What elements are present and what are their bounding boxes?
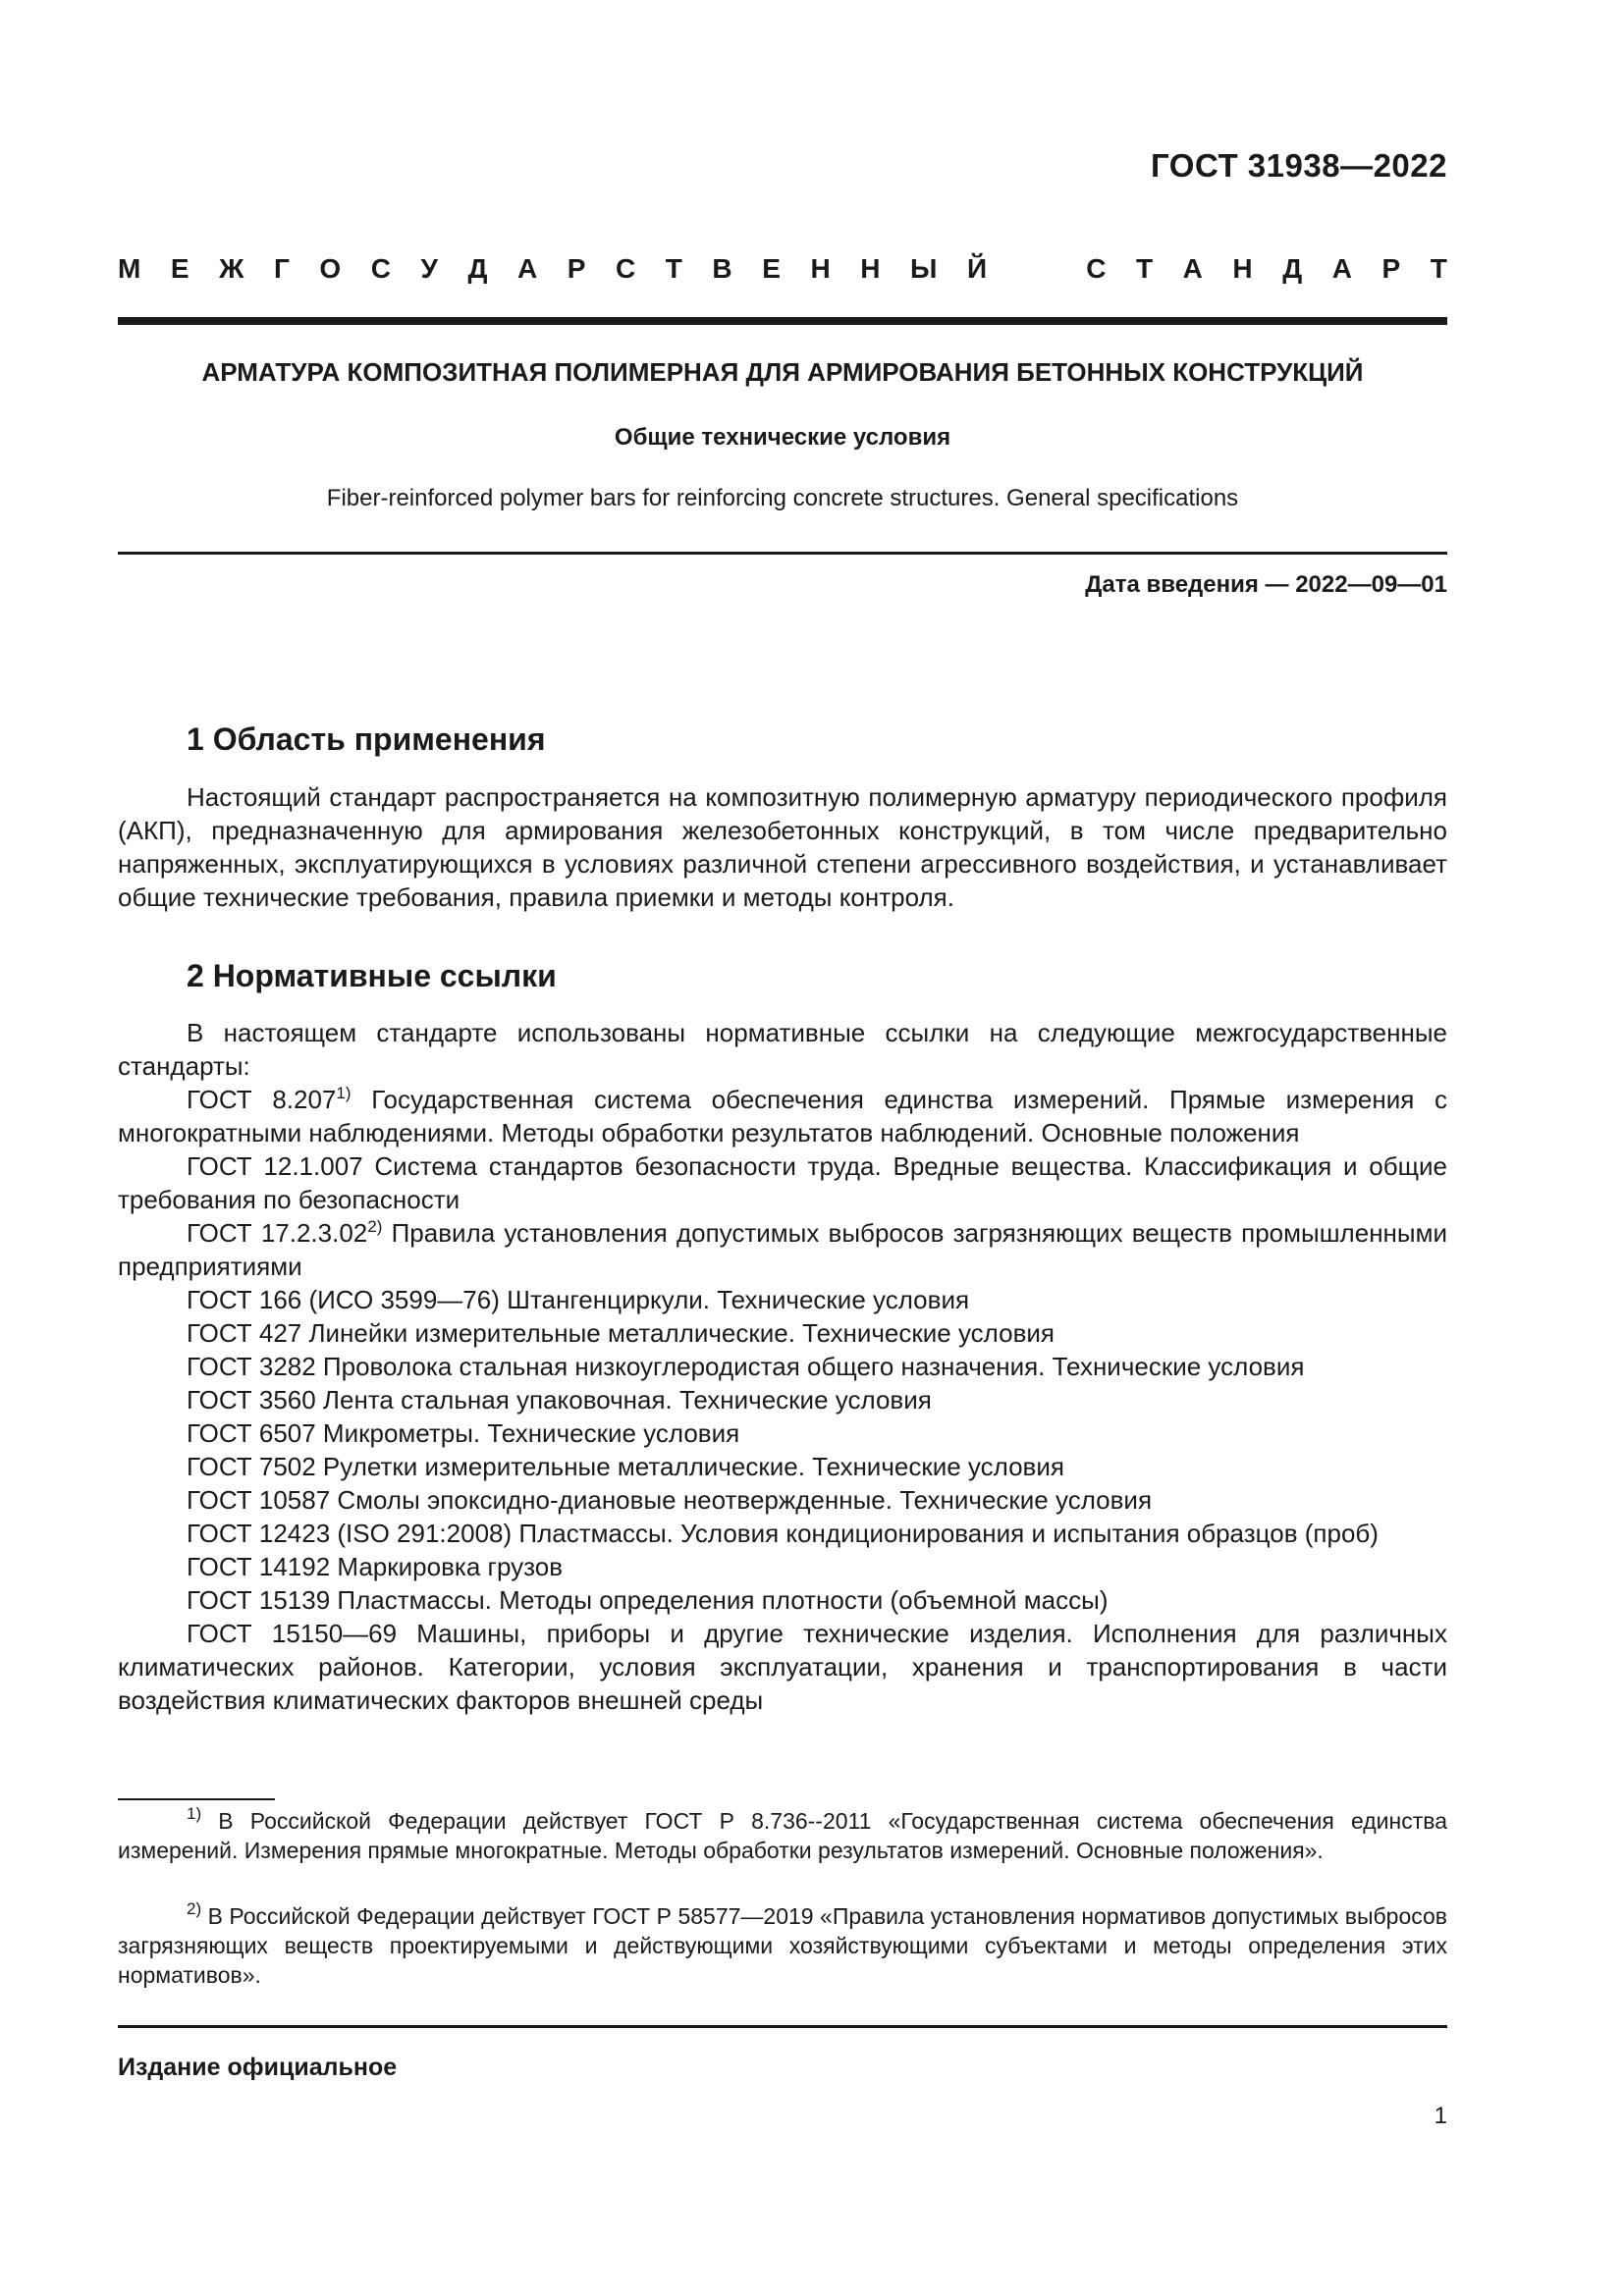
reference-title: Пластмассы. Условия кондиционирования и испытания образцов (проб): [512, 1519, 1379, 1548]
reference-item: [118, 1216, 1447, 1283]
reference-title: Система стандартов безопасности труда. Вредные вещества. Классификация и общие требования по безопасности: [118, 1151, 1447, 1214]
normative-references-list: [118, 1083, 1447, 1717]
reference-title: Линейки измерительные металлические. Технические условия: [301, 1318, 1055, 1348]
reference-code: ГОСТ 12423 (ISO 291:2008): [187, 1519, 513, 1548]
reference-code: ГОСТ 3282: [187, 1352, 316, 1381]
reference-item: [118, 1383, 1447, 1416]
interstate-standard-banner: [118, 253, 1447, 285]
reference-code: ГОСТ 427: [187, 1318, 302, 1348]
reference-title: Правила установления допустимых выбросов загрязняющих веществ промышленными предприятиями: [118, 1218, 1447, 1281]
banner-letter: В: [712, 253, 732, 284]
banner-letter: А: [516, 253, 538, 284]
reference-title: Машины, приборы и другие технические изделия. Исполнения для различных климатических районов. Категории, условия эксплуатации, хранения и транспортирования в части воздействия климатических факторов внешней среды: [118, 1619, 1447, 1715]
english-title: Fiber-reinforced polymer bars for reinforcing concrete structures. General specifications: [326, 485, 1239, 511]
banner-letter: Е: [762, 253, 781, 284]
reference-code: ГОСТ 12.1.007: [187, 1151, 363, 1181]
reference-item: [118, 1350, 1447, 1383]
reference-code: ГОСТ 6507: [187, 1418, 316, 1448]
banner-letter: С: [615, 253, 636, 284]
reference-title: Смолы эпоксидно-диановые неотвержденные. Технические условия: [330, 1485, 1153, 1515]
reference-title: Маркировка грузов: [330, 1552, 564, 1581]
banner-letter: Д: [1282, 253, 1303, 284]
banner-letter: Д: [467, 253, 488, 284]
reference-footnote-mark: 2): [367, 1217, 383, 1236]
footnote-2: [118, 1901, 1447, 1990]
reference-code: ГОСТ 8.207: [187, 1085, 337, 1114]
page-number: 1: [1434, 2103, 1447, 2129]
banner-letter: Р: [1381, 253, 1401, 284]
footnote-2-text: В Российской Федерации действует ГОСТ Р 58577—2019 «Правила установления нормативов допустимых выбросов загрязняющих веществ проектируемыми и действующими хозяйствующими субъектами и методы определения этих нормативов».: [118, 1903, 1447, 1988]
standard-number: ГОСТ 31938—2022: [1151, 147, 1447, 184]
footnote-1: [118, 1806, 1447, 1865]
banner-letter: М: [118, 253, 141, 284]
banner-letter: А: [1331, 253, 1352, 284]
section-2-heading: 2 Нормативные ссылки: [187, 958, 557, 993]
banner-letter: Т: [1135, 253, 1154, 284]
reference-code: ГОСТ 3560: [187, 1385, 316, 1415]
reference-item: [118, 1416, 1447, 1450]
banner-letter: Ж: [219, 253, 244, 284]
reference-title: Пластмассы. Методы определения плотности (объемной массы): [330, 1585, 1109, 1615]
document-subtitle: Общие технические условия: [614, 424, 951, 451]
banner-letter: Т: [1430, 253, 1447, 284]
banner-letter: Е: [170, 253, 189, 284]
banner-letter: Т: [665, 253, 682, 284]
section-2-intro: В настоящем стандарте использованы нормативные ссылки на следующие межгосударственные стандарты:: [118, 1018, 1447, 1081]
introduction-date: Дата введения — 2022—09—01: [1085, 571, 1447, 598]
footnote-rule: [118, 1798, 275, 1800]
banner-letter: Ы: [910, 253, 938, 284]
footnote-1-text: В Российской Федерации действует ГОСТ Р 8.736--2011 «Государственная система обеспечения единства измерений. Измерения прямые многократные. Методы обработки результатов измерений. Основные положения».: [118, 1808, 1447, 1863]
section-1-text: Настоящий стандарт распространяется на композитную полимерную арматуру периодического профиля (АКП), предназначенную для армирования железобетонных конструкций, в том числе предварительно напряженных, эксплуатирующихся в условиях различной степени агрессивного воздействия, и устанавливает общие технические требования, правила приемки и методы контроля.: [118, 782, 1447, 912]
banner-letter: С: [370, 253, 391, 284]
reference-code: ГОСТ 10587: [187, 1485, 331, 1515]
reference-item: [118, 1550, 1447, 1583]
reference-item: [118, 1517, 1447, 1550]
reference-code: ГОСТ 7502: [187, 1452, 316, 1481]
reference-title: Государственная система обеспечения единства измерений. Прямые измерения с многократными наблюдениями. Методы обработки результатов наблюдений. Основные положения: [118, 1085, 1447, 1148]
banner-letter: У: [420, 253, 438, 284]
reference-code: ГОСТ 14192: [187, 1552, 331, 1581]
reference-item: [118, 1149, 1447, 1216]
official-edition-label: Издание официальное: [118, 2054, 398, 2081]
document-title: АРМАТУРА КОМПОЗИТНАЯ ПОЛИМЕРНАЯ ДЛЯ АРМИРОВАНИЯ БЕТОННЫХ КОНСТРУКЦИЙ: [201, 357, 1364, 387]
reference-title: Проволока стальная низкоуглеродистая общего назначения. Технические условия: [315, 1352, 1305, 1381]
banner-letter: Н: [810, 253, 831, 284]
reference-item: [118, 1316, 1447, 1350]
banner-word-gap: [1017, 253, 1056, 285]
reference-code: ГОСТ 15150—69: [187, 1619, 398, 1648]
title-rule: [118, 552, 1447, 555]
reference-code: ГОСТ 15139: [187, 1585, 331, 1615]
banner-letter: О: [319, 253, 342, 284]
footer-rule: [118, 2025, 1447, 2028]
reference-title: Штангенциркули. Технические условия: [499, 1285, 970, 1314]
banner-letter: А: [1182, 253, 1203, 284]
reference-item: [118, 1283, 1447, 1316]
banner-letter: Й: [966, 253, 988, 284]
reference-footnote-mark: 1): [336, 1084, 352, 1102]
banner-letter: Г: [273, 253, 290, 284]
footnote-2-mark: 2): [187, 1899, 202, 1918]
reference-code: ГОСТ 17.2.3.02: [187, 1218, 368, 1248]
reference-item: [118, 1450, 1447, 1483]
reference-code: ГОСТ 166 (ИСО 3599—76): [187, 1285, 500, 1314]
reference-item: [118, 1617, 1447, 1717]
reference-item: [118, 1483, 1447, 1517]
reference-title: Лента стальная упаковочная. Технические условия: [315, 1385, 932, 1415]
footnote-1-mark: 1): [187, 1804, 202, 1823]
reference-item: [118, 1583, 1447, 1617]
banner-letter: С: [1086, 253, 1107, 284]
banner-letter: Р: [567, 253, 586, 284]
banner-letter: Н: [860, 253, 881, 284]
reference-title: Микрометры. Технические условия: [315, 1418, 740, 1448]
reference-item: [118, 1083, 1447, 1149]
header-rule: [118, 317, 1447, 325]
reference-title: Рулетки измерительные металлические. Технические условия: [315, 1452, 1064, 1481]
banner-letter: Н: [1232, 253, 1253, 284]
section-1-heading: 1 Область применения: [187, 721, 546, 757]
